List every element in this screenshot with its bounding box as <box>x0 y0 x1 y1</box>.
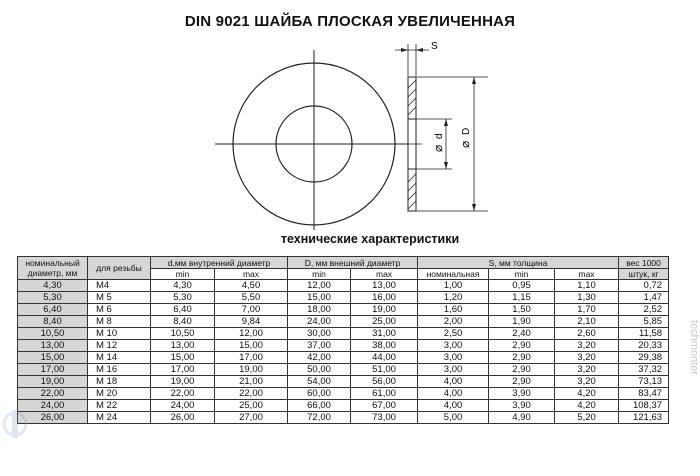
table-cell: 50,00 <box>288 364 351 376</box>
header-nominal: номинальный диаметр, мм <box>18 257 88 280</box>
table-row <box>18 280 669 292</box>
table-cell: 12,00 <box>288 280 351 292</box>
table-cell: 1,90 <box>489 316 555 328</box>
table-cell: 121,63 <box>619 412 669 424</box>
table-row <box>18 388 669 400</box>
table-cell: 25,00 <box>215 400 288 412</box>
table-cell: 3,20 <box>555 376 619 388</box>
table-cell: 3,90 <box>489 400 555 412</box>
table-cell: 2,60 <box>555 328 619 340</box>
table-cell: 19,00 <box>215 364 288 376</box>
table-cell: 9,84 <box>215 316 288 328</box>
sub-s-max: max <box>555 269 619 280</box>
table-cell: 60,00 <box>288 388 351 400</box>
table-cell: 38,00 <box>351 340 418 352</box>
table-cell: 37,00 <box>288 340 351 352</box>
watermark-text: techmonter <box>688 320 700 376</box>
table-cell: 5,20 <box>555 412 619 424</box>
table-cell: 3,00 <box>418 352 489 364</box>
page-title: DIN 9021 ШАЙБА ПЛОСКАЯ УВЕЛИЧЕННАЯ <box>184 13 516 30</box>
table-cell: 27,00 <box>215 412 288 424</box>
table-cell: 2,90 <box>489 340 555 352</box>
table-cell: 3,20 <box>555 352 619 364</box>
table-cell: M 12 <box>88 340 151 352</box>
table-cell: 6,40 <box>151 304 215 316</box>
table-cell: 10,50 <box>18 328 88 340</box>
table-cell: 5,50 <box>215 292 288 304</box>
table-cell: 4,50 <box>215 280 288 292</box>
label-d-inner-symbol: ⌀ <box>431 144 445 152</box>
table-cell: 19,00 <box>151 376 215 388</box>
table-row <box>18 304 669 316</box>
table-row <box>18 376 669 388</box>
table-cell: 2,40 <box>489 328 555 340</box>
section-subtitle: технические характеристики <box>280 232 460 246</box>
table-cell: 1,20 <box>418 292 489 304</box>
table-cell: 10,50 <box>151 328 215 340</box>
header-s-thickness: S, мм толщина <box>418 257 619 269</box>
table-cell: 0,72 <box>619 280 669 292</box>
table-cell: 83,47 <box>619 388 669 400</box>
sub-D-max: max <box>351 269 418 280</box>
table-cell: 8,40 <box>18 316 88 328</box>
table-cell: 26,00 <box>18 412 88 424</box>
table-cell: 42,00 <box>288 352 351 364</box>
table-cell: 67,00 <box>351 400 418 412</box>
table-cell: 1,60 <box>418 304 489 316</box>
table-cell: 4,20 <box>555 400 619 412</box>
table-cell: 4,30 <box>151 280 215 292</box>
spec-table <box>17 256 669 424</box>
table-cell: 1,10 <box>555 280 619 292</box>
table-cell: 1,50 <box>489 304 555 316</box>
table-row <box>18 292 669 304</box>
table-cell: M 10 <box>88 328 151 340</box>
table-cell: 3,00 <box>418 364 489 376</box>
table-cell: 22,00 <box>151 388 215 400</box>
table-cell: 3,20 <box>555 340 619 352</box>
washer-drawing <box>0 0 700 230</box>
table-cell: 3,00 <box>418 340 489 352</box>
table-cell: 30,00 <box>288 328 351 340</box>
table-cell: 26,00 <box>151 412 215 424</box>
table-cell: 61,00 <box>351 388 418 400</box>
table-cell: 17,00 <box>18 364 88 376</box>
table-cell: 17,00 <box>151 364 215 376</box>
table-cell: 73,13 <box>619 376 669 388</box>
table-cell: 5,30 <box>151 292 215 304</box>
table-cell: 3,20 <box>555 364 619 376</box>
table-cell: 51,00 <box>351 364 418 376</box>
table-cell: 5,30 <box>18 292 88 304</box>
table-cell: 4,90 <box>489 412 555 424</box>
table-cell: 1,30 <box>555 292 619 304</box>
header-weight: вес 1000 <box>619 257 669 269</box>
table-cell: M 18 <box>88 376 151 388</box>
table-cell: 24,00 <box>18 400 88 412</box>
table-cell: 1,15 <box>489 292 555 304</box>
table-cell: 6,40 <box>18 304 88 316</box>
table-cell: M4 <box>88 280 151 292</box>
table-cell: 4,30 <box>18 280 88 292</box>
table-cell: 4,00 <box>418 388 489 400</box>
table-cell: 73,00 <box>351 412 418 424</box>
table-row <box>18 340 669 352</box>
table-cell: 72,00 <box>288 412 351 424</box>
table-cell: 15,00 <box>151 352 215 364</box>
table-cell: 22,00 <box>215 388 288 400</box>
table-cell: 5,85 <box>619 316 669 328</box>
label-d-inner: d <box>434 133 445 139</box>
table-cell: 2,00 <box>418 316 489 328</box>
table-cell: M 14 <box>88 352 151 364</box>
table-cell: 2,10 <box>555 316 619 328</box>
table-row <box>18 328 669 340</box>
table-cell: 21,00 <box>215 376 288 388</box>
table-cell: 56,00 <box>351 376 418 388</box>
table-cell: 44,00 <box>351 352 418 364</box>
table-cell: 2,50 <box>418 328 489 340</box>
table-cell: 2,90 <box>489 364 555 376</box>
table-cell: 1,00 <box>418 280 489 292</box>
table-cell: M 5 <box>88 292 151 304</box>
table-cell: 31,00 <box>351 328 418 340</box>
table-cell: 4,00 <box>418 400 489 412</box>
table-row <box>18 412 669 424</box>
sub-s-min: min <box>489 269 555 280</box>
label-s: S <box>431 41 438 52</box>
table-row <box>18 316 669 328</box>
table-cell: 24,00 <box>151 400 215 412</box>
table-cell: 19,00 <box>18 376 88 388</box>
table-cell: 13,00 <box>151 340 215 352</box>
table-cell: 4,00 <box>418 376 489 388</box>
table-cell: 11,58 <box>619 328 669 340</box>
table-cell: 0,95 <box>489 280 555 292</box>
table-cell: 2,90 <box>489 352 555 364</box>
table-cell: 20,33 <box>619 340 669 352</box>
table-cell: 29,38 <box>619 352 669 364</box>
header-d-outer: D, мм внешний диаметр <box>288 257 418 269</box>
table-cell: M 22 <box>88 400 151 412</box>
table-cell: 13,00 <box>18 340 88 352</box>
header-thread: для резьбы <box>88 257 151 280</box>
table-cell: M 16 <box>88 364 151 376</box>
table-cell: 22,00 <box>18 388 88 400</box>
table-cell: 66,00 <box>288 400 351 412</box>
table-cell: 15,00 <box>18 352 88 364</box>
table-cell: 5,00 <box>418 412 489 424</box>
table-cell: 24,00 <box>288 316 351 328</box>
table-cell: 2,90 <box>489 376 555 388</box>
table-cell: 1,70 <box>555 304 619 316</box>
table-cell: M 6 <box>88 304 151 316</box>
table-cell: 8,40 <box>151 316 215 328</box>
table-cell: 15,00 <box>215 340 288 352</box>
table-cell: 1,47 <box>619 292 669 304</box>
label-d-outer: D <box>461 127 472 135</box>
table-cell: 7,00 <box>215 304 288 316</box>
table-cell: 15,00 <box>288 292 351 304</box>
sub-d-min: min <box>151 269 215 280</box>
sub-s-nominal: номинальная <box>418 269 489 280</box>
table-cell: 12,00 <box>215 328 288 340</box>
watermark-logo-icon <box>2 404 28 444</box>
table-cell: 17,00 <box>215 352 288 364</box>
table-cell: 54,00 <box>288 376 351 388</box>
table-row <box>18 352 669 364</box>
table-cell: M 8 <box>88 316 151 328</box>
table-cell: M 20 <box>88 388 151 400</box>
table-cell: 13,00 <box>351 280 418 292</box>
table-cell: 2,52 <box>619 304 669 316</box>
sub-d-max: max <box>215 269 288 280</box>
table-cell: 37,32 <box>619 364 669 376</box>
table-cell: 4,20 <box>555 388 619 400</box>
sub-D-min: min <box>288 269 351 280</box>
label-d-outer-symbol: ⌀ <box>458 140 472 148</box>
table-cell: 18,00 <box>288 304 351 316</box>
sub-weight-unit: штук, кг <box>619 269 669 280</box>
table-cell: 108,37 <box>619 400 669 412</box>
header-d-inner: d,мм внутренний диаметр <box>151 257 288 269</box>
table-body <box>18 280 669 424</box>
table-cell: 16,00 <box>351 292 418 304</box>
table-cell: 25,00 <box>351 316 418 328</box>
table-row <box>18 364 669 376</box>
table-row <box>18 400 669 412</box>
table-cell: 19,00 <box>351 304 418 316</box>
table-cell: M 24 <box>88 412 151 424</box>
table-cell: 3,90 <box>489 388 555 400</box>
table-header-row <box>18 257 669 269</box>
